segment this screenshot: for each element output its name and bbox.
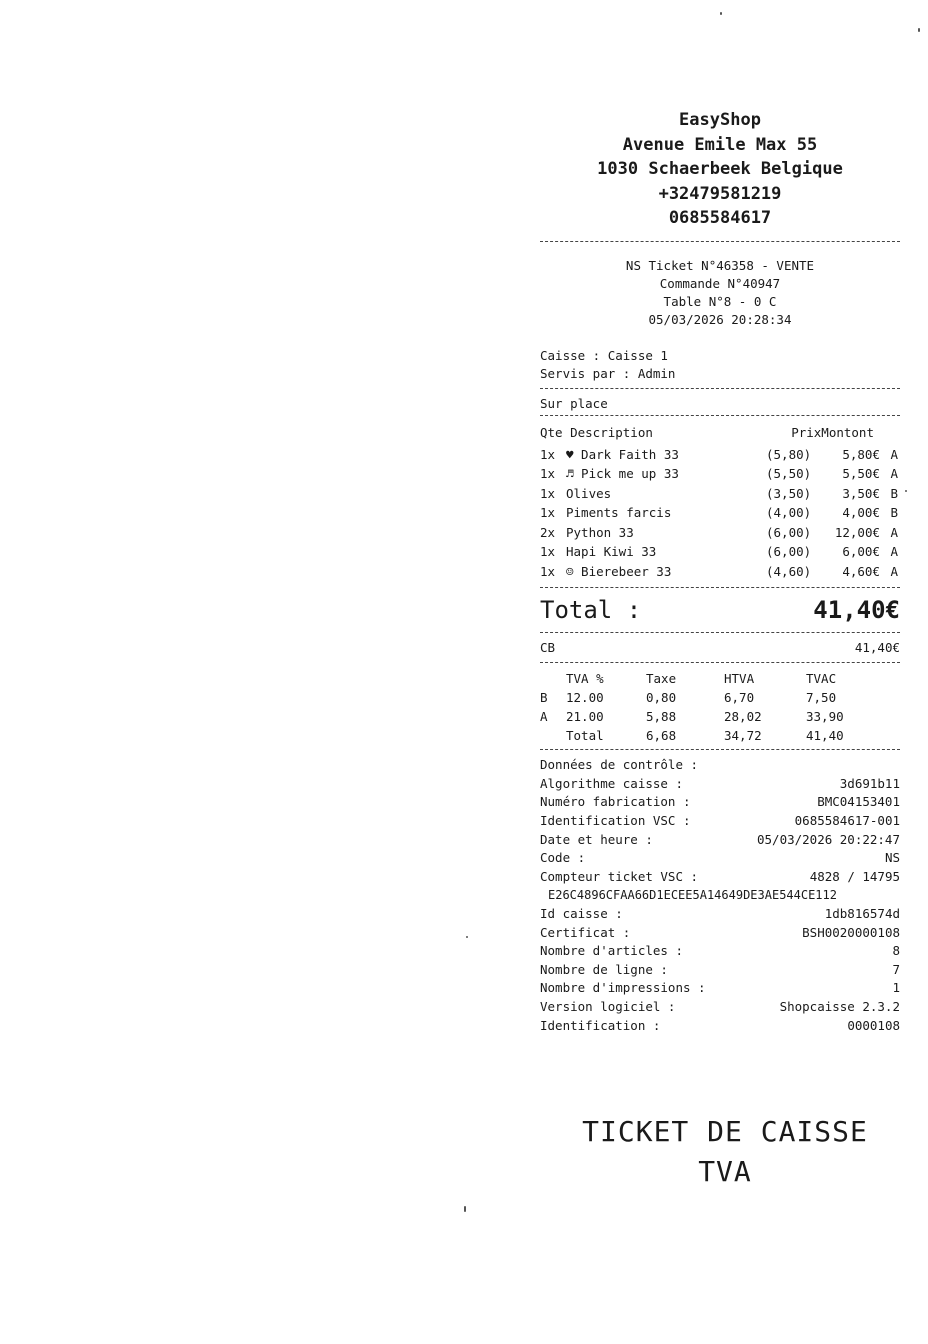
vat-cell: 0,80 [646, 689, 677, 705]
vat-header-cell: HTVA [724, 670, 755, 686]
item-unit-price: (5,80) [766, 446, 812, 462]
vat-table [540, 669, 900, 745]
control-value: Shopcaisse 2.3.2 [779, 999, 900, 1015]
item-unit-price: (3,50) [766, 485, 812, 501]
control-row [540, 997, 900, 1016]
control-label: Certificat : [540, 924, 631, 940]
control-row [540, 867, 900, 886]
control-row [540, 1016, 900, 1035]
item-description: Hapi Kiwi 33 [566, 544, 657, 560]
item-row [540, 484, 900, 504]
control-value: 05/03/2026 20:22:47 [757, 831, 900, 847]
item-unit-price: (5,50) [766, 466, 812, 482]
vat-cell: Total [566, 727, 604, 743]
control-label: Numéro fabrication : [540, 794, 691, 810]
control-label: Identification : [540, 1017, 661, 1033]
control-label: Code : [540, 850, 586, 866]
items-list [540, 445, 900, 582]
vat-cell: 41,40 [806, 727, 844, 743]
total-row [540, 590, 900, 630]
control-hash: E26C4896CFAA66D1ECEE5A14649DE3AE544CE112 [548, 887, 837, 902]
vat-cell: 33,90 [806, 708, 844, 724]
scan-speck [466, 936, 468, 938]
control-row [540, 923, 900, 942]
item-row [540, 562, 900, 582]
item-qty: 2x [540, 524, 556, 540]
divider [540, 388, 900, 389]
item-vat-code: A [890, 524, 898, 540]
control-value: 3d691b11 [839, 775, 900, 791]
store-address-line1: Avenue Emile Max 55 [622, 134, 818, 155]
meta-block [540, 347, 900, 384]
item-qty: 1x [540, 466, 556, 482]
control-label: Id caisse : [540, 906, 623, 922]
item-description: ♬ Pick me up 33 [566, 466, 679, 482]
vat-row [540, 726, 900, 745]
payment-method: CB [540, 640, 556, 655]
table-number: Table N°8 - 0 C [663, 293, 777, 309]
control-data [540, 756, 900, 1035]
control-row [540, 774, 900, 793]
receipt [540, 100, 900, 1034]
divider [540, 587, 900, 588]
control-value: 8 [892, 943, 900, 959]
item-unit-price: (6,00) [766, 544, 812, 560]
control-rows [540, 774, 900, 886]
item-qty: 1x [540, 544, 556, 560]
server-line: Servis par : Admin [540, 366, 676, 381]
divider [540, 749, 900, 750]
item-amount: 12,00€ [834, 524, 880, 540]
control-value: 4828 / 14795 [809, 868, 900, 884]
control-row [540, 904, 900, 923]
scan-speck [720, 12, 722, 15]
item-row [540, 503, 900, 523]
control-title [540, 756, 900, 775]
vat-cell: 7,50 [806, 689, 837, 705]
control-row [540, 793, 900, 812]
control-title-text: Données de contrôle : [540, 757, 699, 773]
control-row [540, 979, 900, 998]
control-row [540, 941, 900, 960]
item-row [540, 445, 900, 465]
item-qty: 1x [540, 505, 556, 521]
scan-speck [905, 490, 907, 492]
vat-cell: 6,70 [724, 689, 755, 705]
item-qty: 1x [540, 563, 556, 579]
vat-cell: 21.00 [566, 708, 604, 724]
control-label: Identification VSC : [540, 813, 691, 829]
control-label: Date et heure : [540, 831, 653, 847]
control-row [540, 848, 900, 867]
total-label: Total : [540, 596, 642, 624]
col-price-amount: PrixMontont [791, 425, 874, 440]
item-vat-code: A [890, 446, 898, 462]
item-amount: 4,60€ [842, 563, 880, 579]
col-qty-desc: Qte Description [540, 425, 653, 440]
control-label: Nombre d'articles : [540, 943, 683, 959]
store-name: EasyShop [679, 110, 761, 130]
caisse-line: Caisse : Caisse 1 [540, 347, 668, 363]
vat-cell: 34,72 [724, 727, 762, 743]
vat-cell: 28,02 [724, 708, 762, 724]
control-value: NS [884, 850, 900, 866]
control-value: BSH0020000108 [802, 924, 900, 940]
item-qty: 1x [540, 446, 556, 462]
control-value: 0000108 [847, 1017, 900, 1033]
item-row [540, 464, 900, 484]
scan-speck [464, 1206, 466, 1212]
item-vat-code: A [890, 563, 898, 579]
store-phone: +32479581219 [658, 183, 782, 204]
control-value: 7 [892, 961, 900, 977]
item-amount: 3,50€ [842, 485, 880, 501]
item-amount: 6,00€ [842, 544, 880, 560]
item-description: ♥ Dark Faith 33 [566, 446, 679, 462]
item-row [540, 542, 900, 562]
control-label: Nombre de ligne : [540, 961, 668, 977]
divider [540, 662, 900, 663]
control-value: 1db816574d [824, 906, 900, 922]
item-vat-code: A [890, 544, 898, 560]
control-label: Compteur ticket VSC : [540, 868, 699, 884]
control-label: Algorithme caisse : [540, 775, 683, 791]
item-vat-code: B [890, 485, 898, 501]
ticket-datetime: 05/03/2026 20:28:34 [648, 311, 792, 327]
ticket-number: NS Ticket N°46358 - VENTE [625, 257, 815, 273]
item-amount: 4,00€ [842, 505, 880, 521]
item-unit-price: (4,60) [766, 563, 812, 579]
service-mode: Sur place [540, 395, 608, 411]
footer-line1: TICKET DE CAISSE [582, 1115, 868, 1148]
control-value: BMC04153401 [817, 794, 900, 810]
vat-cell: B [540, 689, 548, 705]
divider [540, 632, 900, 633]
item-description: Python 33 [566, 524, 634, 540]
payment-row [540, 639, 900, 658]
item-unit-price: (4,00) [766, 505, 812, 521]
item-row [540, 523, 900, 543]
control-row [540, 830, 900, 849]
order-number: Commande N°40947 [659, 275, 781, 291]
scan-speck [918, 28, 920, 32]
control-value: 1 [892, 980, 900, 996]
vat-row [540, 688, 900, 707]
store-address-line2: 1030 Schaerbeek Belgique [597, 159, 843, 179]
control-label: Nombre d'impressions : [540, 980, 706, 996]
ticket-info [540, 257, 900, 329]
vat-header-row [540, 669, 900, 688]
control-value: 0685584617-001 [794, 813, 900, 829]
vat-cell: 5,88 [646, 708, 677, 724]
control-rows-2 [540, 904, 900, 1034]
item-amount: 5,80€ [842, 446, 880, 462]
divider [540, 241, 900, 242]
vat-cell: 6,68 [646, 727, 677, 743]
item-qty: 1x [540, 485, 556, 501]
total-amount: 41,40€ [813, 596, 900, 624]
vat-row [540, 707, 900, 726]
item-unit-price: (6,00) [766, 524, 812, 540]
item-vat-code: B [890, 505, 898, 521]
items-header [540, 424, 900, 443]
vat-cell: 12.00 [566, 689, 604, 705]
footer-line2: TVA [698, 1155, 752, 1188]
store-vat-number: 0685584617 [668, 208, 772, 228]
control-label: Version logiciel : [540, 999, 676, 1015]
payment-amount: 41,40€ [854, 640, 900, 655]
vat-header-cell: Taxe [646, 670, 677, 686]
vat-header-cell: TVAC [806, 670, 837, 686]
control-row [540, 960, 900, 979]
store-header [540, 108, 900, 231]
control-row [540, 811, 900, 830]
item-vat-code: A [890, 466, 898, 482]
vat-header-cell: TVA % [566, 670, 604, 686]
item-description: Piments farcis [566, 505, 672, 521]
receipt-footer [540, 1112, 910, 1192]
vat-cell: A [540, 708, 548, 724]
item-amount: 5,50€ [842, 466, 880, 482]
item-description: ☺ Bierebeer 33 [566, 563, 672, 579]
divider [540, 415, 900, 416]
item-description: Olives [566, 485, 612, 501]
